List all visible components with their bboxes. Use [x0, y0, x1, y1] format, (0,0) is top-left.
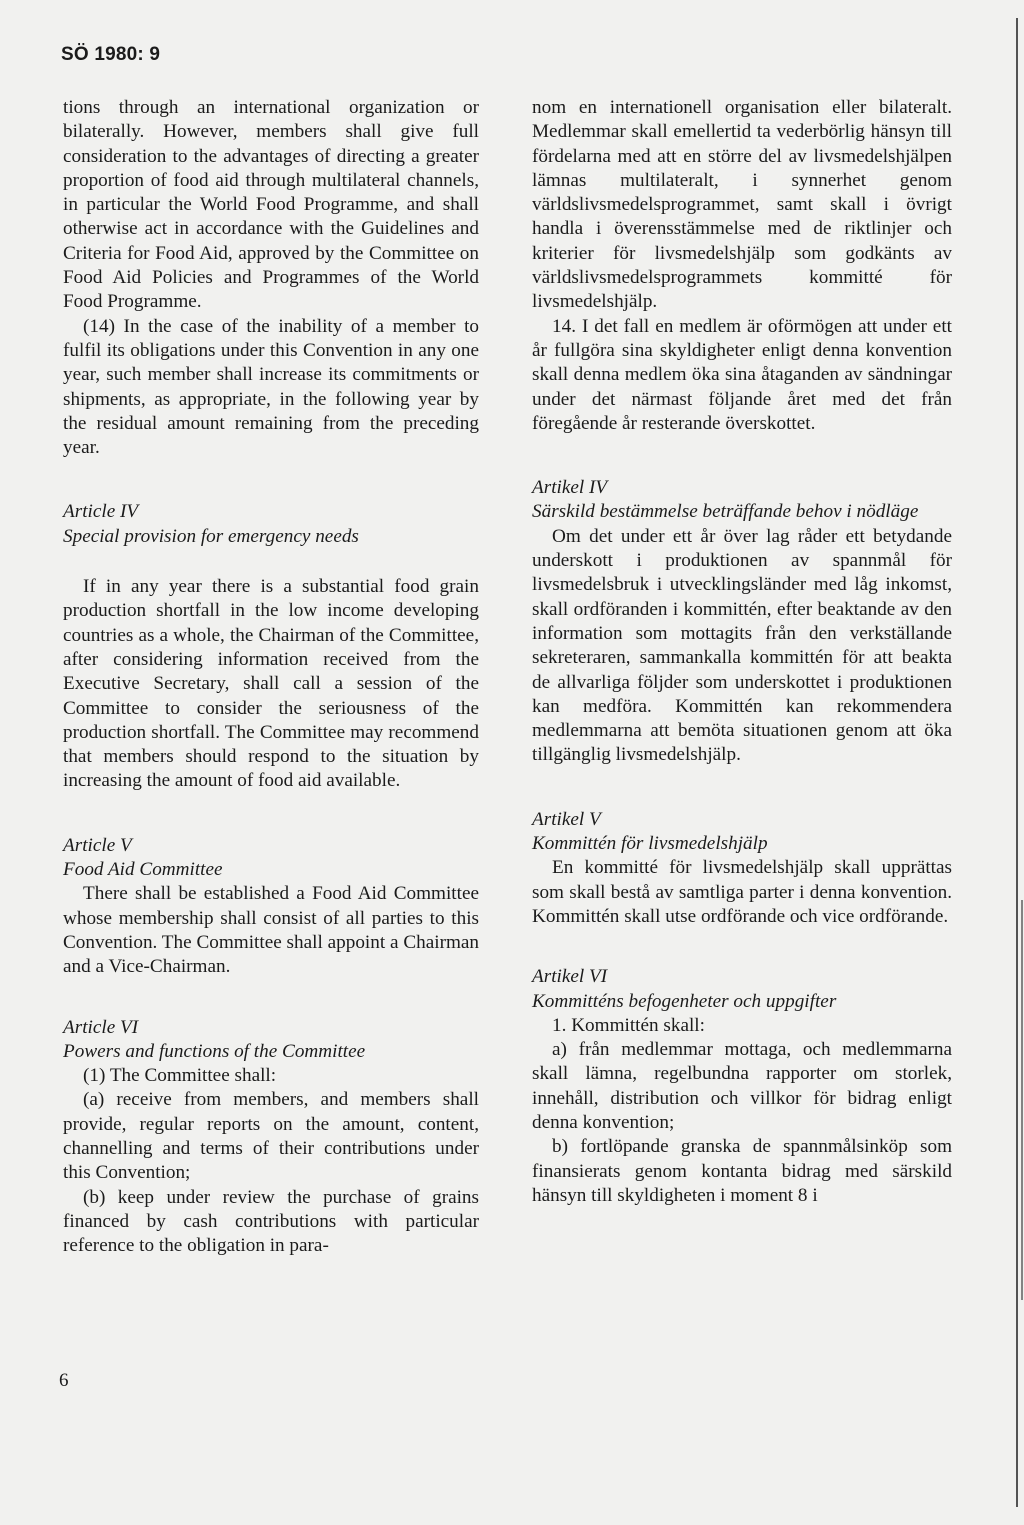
paragraph-14: (14) In the case of the inability of a member to fulfil its obligations under this Convention in any one year, such member shall increase its commitments or shipments, as appropriate, in the following year by the residual amount remaining from the preceding year.	[63, 315, 479, 459]
article-4-text-sv: Om det under ett år över lag råder ett betydande underskott i produktionen av spannmål för livsmedelsbruk i utvecklingsländer med låg inkomst, skall ordföranden i kommittén, efter beaktande av den information som mottagits från den verkställande sekreteraren, sammankalla kommittén för att beakta de allvarliga följder som underskottet i produktionen kan medföra. Kommittén kan rekommendera medlemmarna att bemöta situationen genom att öka tillgänglig livsmedelshjälp.	[532, 525, 952, 766]
page-number: 6	[59, 1370, 69, 1391]
article-4-title: Article IV	[63, 501, 139, 523]
article-5-title-sv: Artikel V	[532, 808, 601, 830]
article-5-text-sv: En kommitté för livsmedelshjälp skall upprättas som skall bestå av samtliga parter i denna konvention. Kommittén skall utse ordförande och vice ordförande.	[532, 857, 952, 927]
english-column	[63, 96, 479, 1258]
article-4-subtitle: Special provision for emergency needs	[63, 525, 359, 547]
page-edge-line-outer	[1021, 900, 1023, 1300]
paragraph-continuation: tions through an international organization or bilaterally. However, members shall give full consideration to the advantages of directing a greater proportion of food aid through multilateral channels, in particular the World Food Programme, and shall otherwise act in accordance with the Guidelines and Criteria for Food Aid, approved by the Committee on Food Aid Policies and Programmes of the World Food Programme.	[63, 97, 479, 313]
article-5-title: Article V	[63, 834, 132, 856]
article-5-text: There shall be established a Food Aid Committee whose membership shall consist of all parties to this Convention. The Committee shall appoint a Chairman and a Vice-Chairman.	[63, 883, 479, 978]
article-6-item-b-sv: b) fortlöpande granska de spannmålsinköp som finansierats genom kontanta bidrag med särskild hänsyn till skyldigheten i moment 8 i	[532, 1136, 952, 1206]
article-5-subtitle-sv: Kommittén för livsmedelshjälp	[532, 833, 768, 855]
page-edge-line	[1016, 18, 1018, 1507]
article-5-subtitle: Food Aid Committee	[63, 859, 223, 881]
article-6-item-a: (a) receive from members, and members shall provide, regular reports on the amount, content, channelling and terms of their contributions under this Convention;	[63, 1089, 479, 1184]
article-6-title: Article VI	[63, 1016, 139, 1038]
article-6-paragraph-1-sv: 1. Kommittén skall:	[552, 1014, 705, 1036]
article-6-subtitle: Powers and functions of the Committee	[63, 1040, 366, 1062]
article-6-title-sv: Artikel VI	[532, 966, 608, 988]
article-6-paragraph-1: (1) The Committee shall:	[83, 1065, 277, 1087]
swedish-column	[532, 96, 952, 1208]
paragraph-14-sv: 14. I det fall en medlem är oförmögen att under ett år fullgöra sina skyldigheter enligt denna konvention skall denna medlem öka sina åtaganden av sändningar under det närmast följande året med det från föregående år resterande överskottet.	[532, 315, 952, 434]
article-4-text: If in any year there is a substantial food grain production shortfall in the low income developing countries as a whole, the Chairman of the Committee, after considering information received from the Executive Secretary, shall call a session of the Committee to consider the seriousness of the production shortfall. The Committee may recommend that members should respond to the situation by increasing the amount of food aid available.	[63, 576, 479, 792]
article-6-item-b: (b) keep under review the purchase of grains financed by cash contributions with particular reference to the obligation in para-	[63, 1186, 479, 1257]
document-reference-header: SÖ 1980: 9	[61, 44, 161, 65]
paragraph-continuation-sv: nom en internationell organisation eller bilateralt. Medlemmar skall emellertid ta vederbörlig hänsyn till fördelarna med att en större del av livsmedelshjälpen lämnas multilateralt, i synnerhet genom världslivsmedelsprogrammet, samt skall i övrigt handla i överensstämmelse med de riktlinjer och kriterier för livsmedelshjälp som godkänts av världslivsmedelsprogrammets kommitté för livsmedelshjälp.	[532, 97, 952, 313]
article-6-subtitle-sv: Kommitténs befogenheter och uppgifter	[532, 990, 837, 1012]
article-4-subtitle-sv: Särskild bestämmelse beträffande behov i nödläge	[532, 501, 919, 523]
article-6-item-a-sv: a) från medlemmar mottaga, och medlemmarna skall lämna, regelbundna rapporter om storlek, innehåll, distribution och villkor för bidrag enligt denna konvention;	[532, 1039, 952, 1133]
article-4-title-sv: Artikel IV	[532, 477, 608, 499]
